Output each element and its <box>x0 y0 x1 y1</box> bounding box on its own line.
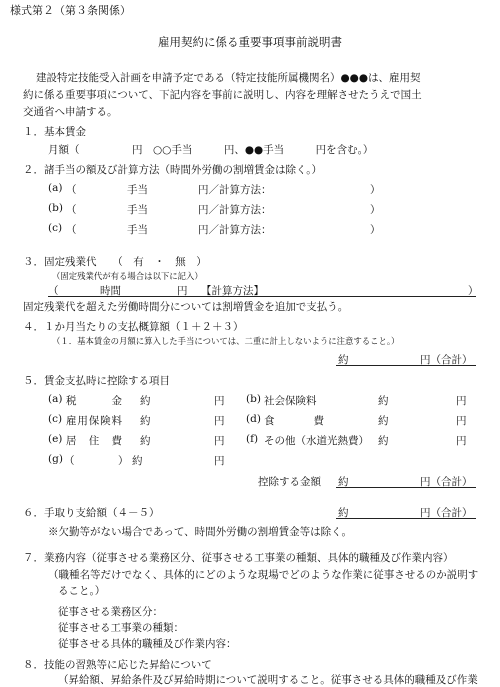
section-7-note-2: ること。） <box>58 585 106 597</box>
section-4-heading: ４．１か月当たりの支払概算額（１＋２＋３） <box>23 321 244 333</box>
job-field-construction-type: 従事させる工事業の種類： <box>58 622 184 634</box>
section-7-heading: ７．業務内容（従事させる業務区分、従事させる工事業の種類、具体的職種及び作業内容） <box>23 552 454 564</box>
monthly-total-underline <box>336 365 476 366</box>
takehome-approx: 約 <box>338 507 349 519</box>
takehome-underline <box>336 518 476 519</box>
deduction-yen: 円 <box>214 395 225 407</box>
intro-line-3: 交通省へ申請する。 <box>23 106 118 118</box>
allowance-close: ） <box>370 184 381 196</box>
allowance-label: 手当 <box>127 204 148 216</box>
allowance-calc: 円／計算方法： <box>198 224 272 236</box>
section-2-heading: ２．諸手当の額及び計算方法（時間外労働の割増賃金は除く。） <box>23 164 323 176</box>
section-6-heading: ６．手取り支給額（４－５） <box>23 507 160 519</box>
deduction-mark: (e) <box>48 433 63 445</box>
deduction-total: 円（合計） <box>420 476 473 488</box>
fixed-overtime-note: （固定残業代が有る場合は以下に記入） <box>52 271 203 281</box>
deduction-approx: 約 <box>132 455 143 467</box>
allowance-mark: (a) <box>48 182 63 194</box>
deduction-name: 社会保険料 <box>264 395 317 407</box>
deduction-mark: (f) <box>246 433 259 445</box>
intro-line-2: 約に係る重要事項について、下記内容を事前に説明し、内容を理解させたうえで国土 <box>23 89 422 101</box>
allowance-open: （ <box>66 184 77 196</box>
deduction-mark: (c) <box>48 413 63 425</box>
deduction-yen: 円 <box>214 435 225 447</box>
deduction-mark: (b) <box>246 393 261 405</box>
section-8-note: （昇給額、昇給条件及び昇給時期について説明すること。従事させる具体的職種及び作業 <box>58 674 478 686</box>
takehome-total: 円（合計） <box>420 507 473 519</box>
allowance-label: 手当 <box>127 184 148 196</box>
allowance-close: ） <box>370 224 381 236</box>
allowance-calc: 円／計算方法： <box>198 204 272 216</box>
base-wage-line: 月額（ 円 ○○手当 円、●●手当 円を含む。） <box>48 144 374 156</box>
deduction-approx: 約 <box>140 415 151 427</box>
allowance-open: （ <box>66 204 77 216</box>
deduction-total-label: 控除する金額 <box>258 476 321 488</box>
deduction-name: 居住費 <box>66 435 122 447</box>
deduction-mark: (g) <box>48 453 63 465</box>
deduction-approx: 約 <box>378 415 389 427</box>
deduction-yen: 円 <box>214 455 225 467</box>
fixed-overtime-close: ） <box>468 285 479 297</box>
section-8-heading: ８．技能の習熟等に応じた昇給について <box>23 659 212 671</box>
allowance-mark: (b) <box>48 202 63 214</box>
deduction-name: 雇用保険料 <box>66 415 122 427</box>
form-label: 様式第２（第３条関係） <box>10 4 131 17</box>
deduction-name: その他（水道光熱費） <box>264 435 369 447</box>
deduction-open: （ <box>64 455 75 467</box>
allowance-mark: (c) <box>48 222 63 234</box>
section-7-note-1: （職種名等だけでなく、具体的にどのような現場でどのような作業に従事させるのか説明す <box>48 569 479 581</box>
section-5-heading: ５．賃金支払時に控除する項目 <box>23 375 170 387</box>
fixed-overtime-calc: 【計算方法】 <box>201 285 264 297</box>
deduction-name: 食費 <box>264 415 324 427</box>
job-field-duties: 従事させる具体的職種及び作業内容： <box>58 638 237 650</box>
deduction-yen: 円 <box>456 395 467 407</box>
fixed-overtime-open: （ <box>48 285 59 297</box>
fixed-overtime-hours: 時間 <box>100 285 121 297</box>
deduction-total-underline <box>336 487 476 488</box>
deduction-approx: 約 <box>378 395 389 407</box>
deduction-mark: (d) <box>246 413 261 425</box>
allowance-label: 手当 <box>127 224 148 236</box>
deduction-approx: 約 <box>140 435 151 447</box>
section-3-heading: ３．固定残業代 （ 有 ・ 無 ） <box>23 256 207 268</box>
intro-line-1: 建設特定技能受入計画を申請予定である（特定技能所属機関名）●●●は、雇用契 <box>36 72 421 84</box>
deduction-mark: (a) <box>48 393 63 405</box>
takehome-note: ※欠勤等がない場合であって、時間外労働の割増賃金等は除く。 <box>48 526 352 538</box>
allowance-open: （ <box>66 224 77 236</box>
deduction-name: 税金 <box>66 395 122 407</box>
monthly-total: 円（合計） <box>420 354 473 366</box>
monthly-approx: 約 <box>338 354 349 366</box>
deduction-approx: 約 <box>378 435 389 447</box>
deduction-close: ） <box>118 455 129 467</box>
job-field-category: 従事させる業務区分： <box>58 606 163 618</box>
deduction-yen: 円 <box>214 415 225 427</box>
deduction-approx: 約 <box>338 476 349 488</box>
allowance-calc: 円／計算方法： <box>198 184 272 196</box>
fixed-overtime-tail: 固定残業代を超えた労働時間分については割増賃金を追加で支払う。 <box>23 301 349 313</box>
section-1-heading: １．基本賃金 <box>23 126 86 138</box>
document-title: 雇用契約に係る重要事項事前説明書 <box>158 35 342 49</box>
section-4-note: （１．基本賃金の月額に算入した手当については、二重に計上しないように注意すること。） <box>52 336 400 346</box>
deduction-approx: 約 <box>140 395 151 407</box>
deduction-yen: 円 <box>456 435 467 447</box>
fixed-overtime-yen: 円 <box>177 285 188 297</box>
allowance-close: ） <box>370 204 381 216</box>
deduction-yen: 円 <box>456 415 467 427</box>
fixed-overtime-underline <box>48 296 476 297</box>
